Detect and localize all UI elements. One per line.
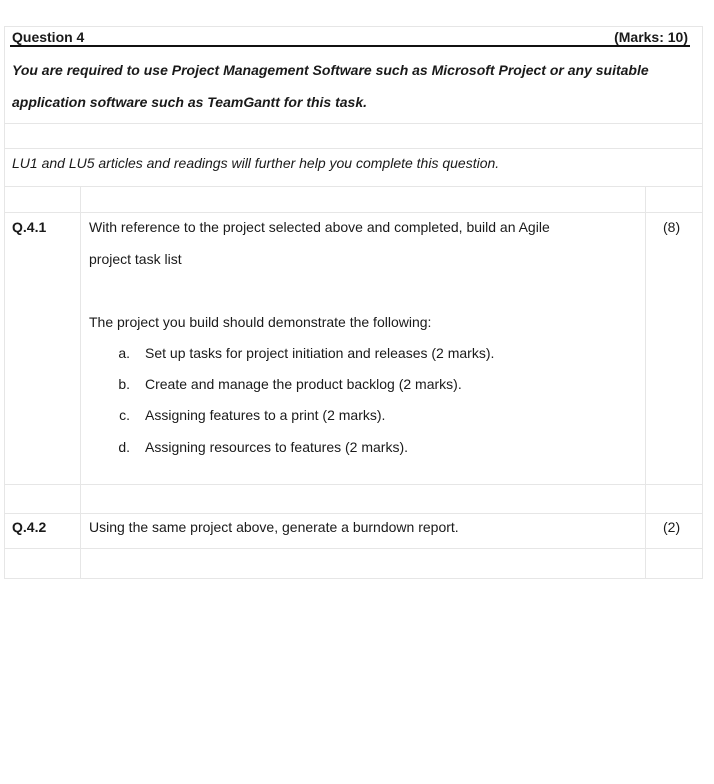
question-text-q42: Using the same project above, generate a burndown report. <box>89 519 459 535</box>
grid-line-note-top <box>4 148 703 149</box>
list-item: Assigning resources to features (2 marks). <box>145 439 408 455</box>
question-marks-q42: (2) <box>663 519 681 535</box>
list-item-letter: a. <box>118 345 130 361</box>
grid-line-col2 <box>645 186 646 579</box>
list-item: Create and manage the product backlog (2 marks). <box>145 376 462 392</box>
list-item: Assigning features to a print (2 marks). <box>145 407 386 423</box>
question-marks-q41: (8) <box>663 219 681 235</box>
grid-line-top <box>4 26 703 27</box>
header-underline <box>10 45 690 47</box>
marks-total: (Marks: 10) <box>614 29 688 45</box>
grid-line-note-bottom <box>4 186 703 187</box>
list-item-letter: d. <box>118 439 130 455</box>
grid-line-q1-bottom <box>4 484 703 485</box>
question-text-q41-line2: project task list <box>89 251 182 267</box>
list-item-letter: c. <box>119 407 130 423</box>
question-number-q41: Q.4.1 <box>12 219 47 235</box>
grid-line-q2-top <box>4 513 703 514</box>
grid-line-right <box>702 26 703 579</box>
question-title: Question 4 <box>12 29 85 45</box>
readings-note: LU1 and LU5 articles and readings will further help you complete this question. <box>12 155 500 171</box>
question-text-q41-line1: With reference to the project selected above and completed, build an Agile <box>89 219 550 235</box>
grid-line-bottom <box>4 578 703 579</box>
intro-line-2: application software such as TeamGantt for this task. <box>12 94 368 110</box>
list-item: Set up tasks for project initiation and releases (2 marks). <box>145 345 495 361</box>
intro-line-1: You are required to use Project Management Software such as Microsoft Project or any suitable <box>12 62 649 78</box>
question-number-q42: Q.4.2 <box>12 519 47 535</box>
grid-line-col1 <box>80 186 81 579</box>
grid-line-left <box>4 26 5 579</box>
grid-line-q1-top <box>4 212 703 213</box>
requirements-lead-in: The project you build should demonstrate the following: <box>89 314 432 330</box>
question-header <box>12 29 688 45</box>
list-item-letter: b. <box>118 376 130 392</box>
grid-line-intro-bottom <box>4 123 703 124</box>
grid-line-q2-bottom <box>4 548 703 549</box>
